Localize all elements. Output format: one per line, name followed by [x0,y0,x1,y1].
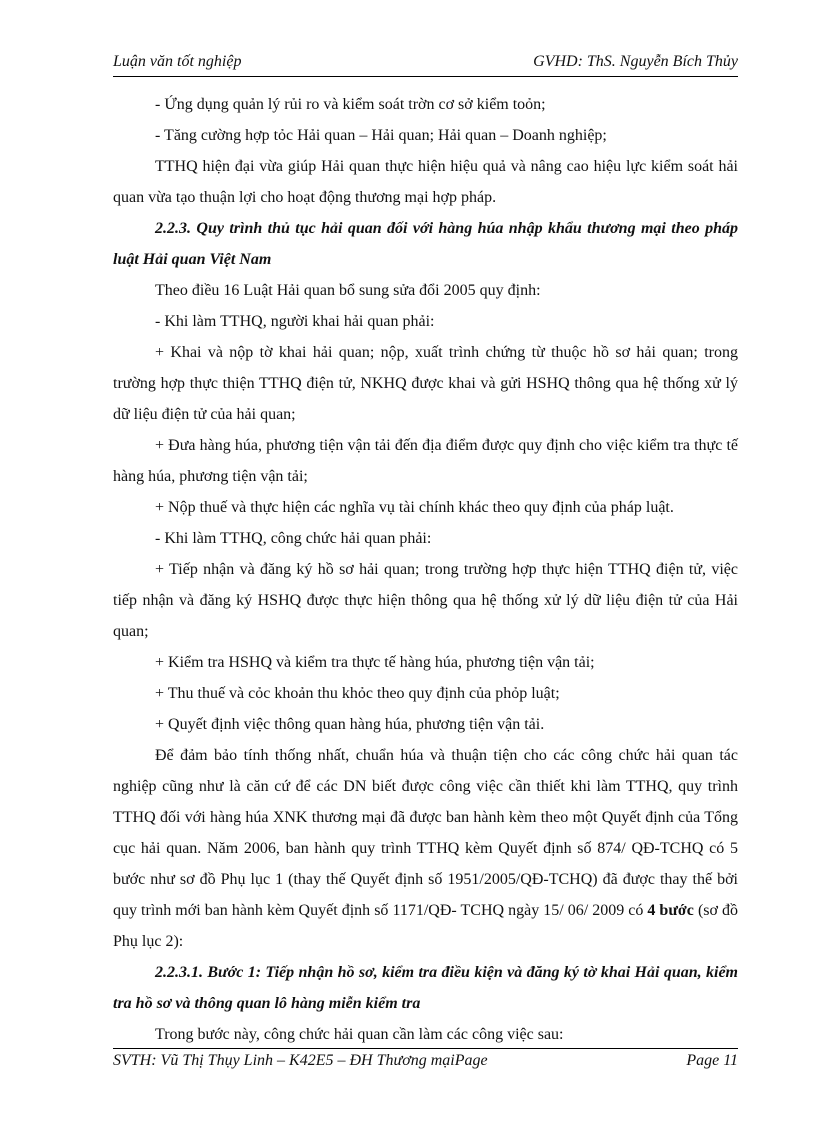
page-body [113,89,738,1050]
page-number: Page 11 [686,1052,738,1069]
paragraph [113,740,738,957]
paragraph-text: Để đảm bảo tính thống nhất, chuẩn húa và thuận tiện cho các công chức hải quan tác nghiệp cũng như là căn cứ để các DN biết được công việc cần thiết khi làm TTHQ, quy trình TTHQ đối với hàng húa XNK thương mại đã được ban hành kèm theo một Quyết định của Tổng cục hải quan. Năm 2006, ban hành quy trình TTHQ kèm Quyết định số 874/ QĐ-TCHQ có 5 bước như sơ đồ Phụ lục 1 (thay thế Quyết định số 1951/2005/QĐ-TCHQ) đã được thay thế bởi quy trình mới ban hành kèm Quyết định số 1171/QĐ- TCHQ ngày 15/ 06/ 2009 có [113,747,738,919]
bold-text: 4 bước [647,902,694,919]
paragraph: + Kiểm tra HSHQ và kiểm tra thực tế hàng húa, phương tiện vận tải; [155,654,595,671]
paragraph: + Thu thuế và cỏc khoản thu khỏc theo quy định của phỏp luật; [155,685,560,702]
header-supervisor: GVHD: ThS. Nguyễn Bích Thủy [533,53,738,70]
paragraph: - Ứng dụng quản lý rủi ro và kiểm soát trờn cơ sở kiểm toỏn; [155,96,546,113]
paragraph: - Khi làm TTHQ, công chức hải quan phải: [155,530,432,547]
page-footer [113,1048,738,1075]
subsection-heading: 2.2.3.1. Bước 1: Tiếp nhận hồ sơ, kiểm tra điều kiện và đăng ký tờ khai Hải quan, kiểm tra hồ sơ và thông quan lô hàng miễn kiểm tra [113,964,738,1012]
paragraph: Theo điều 16 Luật Hải quan bổ sung sửa đổi 2005 quy định: [155,282,541,299]
paragraph: - Khi làm TTHQ, người khai hải quan phải: [155,313,435,330]
paragraph: TTHQ hiện đại vừa giúp Hải quan thực hiện hiệu quả và nâng cao hiệu lực kiểm soát hải quan vừa tạo thuận lợi cho hoạt động thương mại hợp pháp. [113,158,738,206]
paragraph-text: (sơ đồ Phụ lục 2): [113,902,739,950]
paragraph: + Tiếp nhận và đăng ký hồ sơ hải quan; trong trường hợp thực hiện TTHQ điện tử, việc tiếp nhận và đăng ký HSHQ được thực hiện thông qua hệ thống xử lý dữ liệu điện tử của Hải quan; [113,561,738,640]
paragraph: + Khai và nộp tờ khai hải quan; nộp, xuất trình chứng từ thuộc hồ sơ hải quan; trong trường hợp thực thiện TTHQ điện tử, NKHQ được khai và gửi HSHQ thông qua hệ thống xử lý dữ liệu điện tử của hải quan; [113,344,738,423]
paragraph: + Nộp thuế và thực hiện các nghĩa vụ tài chính khác theo quy định của pháp luật. [155,499,674,516]
page-header [113,50,738,77]
paragraph: + Quyết định việc thông quan hàng húa, phương tiện vận tải. [155,716,545,733]
paragraph: + Đưa hàng húa, phương tiện vận tải đến địa điểm được quy định cho việc kiểm tra thực tế hàng húa, phương tiện vận tải; [113,437,738,485]
paragraph: Trong bước này, công chức hải quan cần làm các công việc sau: [155,1026,564,1043]
section-heading: 2.2.3. Quy trình thủ tục hải quan đối với hàng húa nhập khẩu thương mại theo pháp luật Hải quan Việt Nam [113,220,738,268]
footer-author: SVTH: Vũ Thị Thụy Linh – K42E5 – ĐH Thương mạiPage [113,1052,488,1069]
header-thesis-title: Luận văn tốt nghiệp [113,53,242,70]
paragraph: - Tăng cường hợp tỏc Hải quan – Hải quan; Hải quan – Doanh nghiệp; [155,127,607,144]
